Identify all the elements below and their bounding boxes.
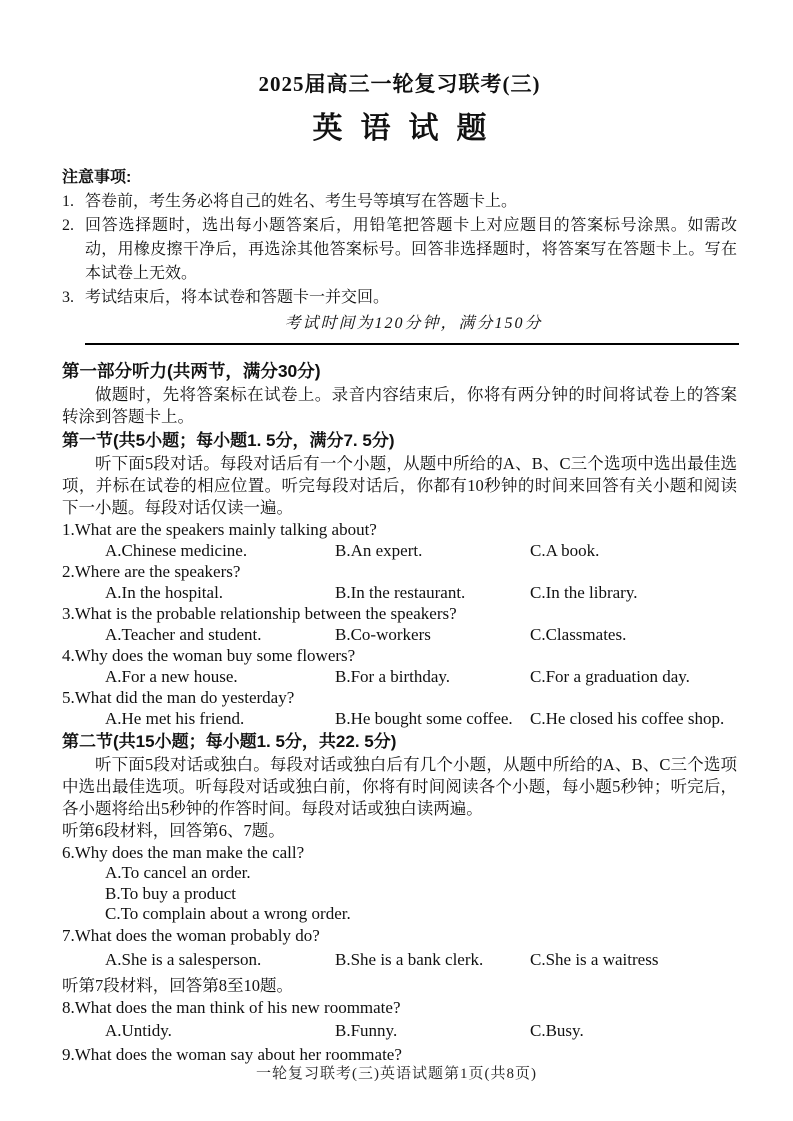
notice-item-number: 3.: [62, 289, 74, 306]
question-text: 5.What did the man do yesterday?: [62, 688, 295, 707]
option-a: A.Untidy.: [105, 1020, 172, 1040]
question-4: [62, 645, 737, 687]
notice-item-text: 答卷前，考生务必将自己的姓名、考生号等填写在答题卡上。: [85, 193, 518, 210]
notice-heading: 注意事项:: [62, 169, 132, 186]
question-options: [62, 666, 737, 687]
question-text: 4.Why does the woman buy some flowers?: [62, 646, 356, 665]
option-c: C.For a graduation day.: [530, 667, 690, 686]
notice-item-text: 考试结束后，将本试卷和答题卡一并交回。: [85, 289, 390, 306]
option-c: C.Classmates.: [530, 625, 627, 644]
option-c: C.She is a waitress: [530, 949, 659, 969]
header-divider: [85, 343, 739, 345]
notice-item-3: [62, 286, 737, 310]
option-b: B.He bought some coffee.: [335, 709, 513, 728]
option-b: B.To buy a product: [105, 883, 237, 903]
material-hint-6: 听第6段材料，回答第6、7题。: [62, 821, 285, 840]
question-2: [62, 561, 737, 603]
option-a: A.In the hospital.: [105, 583, 224, 602]
question-text: 2.Where are the speakers?: [62, 562, 241, 581]
option-c: C.Busy.: [530, 1020, 584, 1040]
part1-heading: 第一部分听力(共两节，满分30分): [62, 361, 321, 381]
question-text: 8.What does the man think of his new roommate?: [62, 997, 401, 1017]
question-options: [62, 863, 737, 925]
part1-intro: 做题时，先将答案标在试卷上。录音内容结束后，你将有两分钟的时间将试卷上的答案转涂到答题卡上。: [62, 385, 737, 426]
question-6: [62, 842, 737, 925]
option-a: A.Teacher and student.: [105, 625, 262, 644]
option-a: A.For a new house.: [105, 667, 238, 686]
notice-item-1: [62, 190, 737, 214]
option-c: C.A book.: [530, 541, 600, 560]
option-a: A.To cancel an order.: [105, 863, 251, 882]
exam-title: 2025届高三一轮复习联考(三): [258, 72, 541, 96]
question-text: 3.What is the probable relationship between the speakers?: [62, 604, 457, 623]
option-b: B.An expert.: [335, 541, 423, 560]
exam-duration-note: 考试时间为120分钟，满分150分: [284, 315, 543, 332]
page-footer: 一轮复习联考(三)英语试题第1页(共8页): [256, 1066, 537, 1082]
section1-intro: 听下面5段对话。每段对话后有一个小题，从题中所给的A、B、C三个选项中选出最佳选项，并标在试卷的相应位置。听完每段对话后，你都有10秒钟的时间来回答有关小题和阅读下一小题。每段对话仅读一遍。: [62, 454, 737, 517]
option-a: A.She is a salesperson.: [105, 949, 262, 969]
question-options: [62, 624, 737, 645]
question-options: [62, 949, 737, 970]
question-3: [62, 603, 737, 645]
option-b: B.She is a bank clerk.: [335, 949, 484, 969]
option-c: C.To complain about a wrong order.: [105, 904, 351, 923]
notice-item-number: 2.: [62, 217, 74, 234]
question-options: [62, 708, 737, 729]
section2-heading: 第二节(共15小题；每小题1. 5分，共22. 5分): [62, 732, 397, 751]
question-8: [62, 997, 737, 1041]
option-b: B.Funny.: [335, 1020, 398, 1040]
question-text: 1.What are the speakers mainly talking about?: [62, 520, 377, 539]
option-b: B.In the restaurant.: [335, 583, 466, 602]
notice-item-text: 回答选择题时，选出每小题答案后，用铅笔把答题卡上对应题目的答案标号涂黑。如需改动，用橡皮擦干净后，再选涂其他答案标号。回答非选择题时，将答案写在答题卡上。写在本试卷上无效。: [85, 217, 737, 282]
option-c: C.He closed his coffee shop.: [530, 709, 725, 728]
question-options: [62, 582, 737, 603]
option-b: B.Co-workers: [335, 625, 431, 644]
option-a: A.He met his friend.: [105, 709, 245, 728]
subject-title: 英语试题: [312, 112, 505, 145]
question-options: [62, 540, 737, 561]
question-text: 9.What does the woman say about her roommate?: [62, 1044, 402, 1064]
option-a: A.Chinese medicine.: [105, 541, 248, 560]
material-hint-7: 听第7段材料，回答第8至10题。: [62, 975, 293, 995]
notice-item-number: 1.: [62, 193, 74, 210]
question-text: 7.What does the woman probably do?: [62, 925, 320, 945]
section1-heading: 第一节(共5小题；每小题1. 5分，满分7. 5分): [62, 431, 395, 450]
question-options: [62, 1020, 737, 1041]
question-text: 6.Why does the man make the call?: [62, 843, 305, 862]
question-5: [62, 687, 737, 729]
option-b: B.For a birthday.: [335, 667, 451, 686]
question-7: [62, 925, 737, 970]
option-c: C.In the library.: [530, 583, 638, 602]
question-1: [62, 519, 737, 561]
section2-intro: 听下面5段对话或独白。每段对话或独白后有几个小题，从题中所给的A、B、C三个选项中选出最佳选项。听每段对话或独白前，你将有时间阅读各个小题，每小题5秒钟；听完后，各小题将给出5秒钟的作答时间。每段对话或独白读两遍。: [62, 755, 737, 818]
notice-item-2: [62, 214, 737, 286]
